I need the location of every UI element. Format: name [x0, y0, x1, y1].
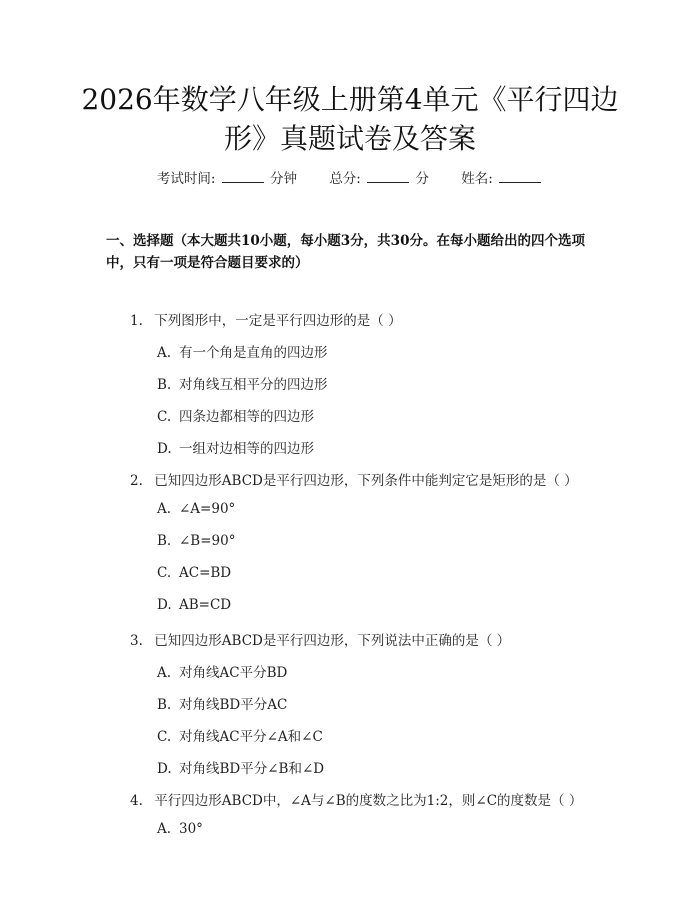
question-3-option-c: [157, 725, 323, 745]
option-text: 对角线BD平分∠B和∠D: [179, 761, 325, 777]
question-3-option-d: [157, 757, 324, 777]
name-blank: [499, 170, 541, 183]
total-score-unit: 分: [415, 171, 429, 187]
option-letter: D.: [157, 761, 172, 777]
name-label: 姓名:: [461, 171, 493, 187]
option-letter: A.: [157, 501, 172, 517]
option-letter: B.: [157, 533, 172, 549]
option-text: 对角线BD平分AC: [179, 697, 288, 713]
exam-time-blank: [222, 170, 264, 183]
option-text: ∠B=90°: [179, 533, 236, 549]
total-score-blank: [367, 170, 409, 183]
option-text: 对角线AC平分∠A和∠C: [179, 729, 323, 745]
question-text: 已知四边形ABCD是平行四边形，下列说法中正确的是（ ）: [154, 633, 511, 649]
option-letter: B.: [157, 697, 172, 713]
option-letter: C.: [157, 409, 172, 425]
question-2-option-c: [157, 565, 231, 581]
question-1-option-a: [157, 341, 328, 361]
question-1-option-c: [157, 405, 314, 425]
option-letter: C.: [157, 729, 172, 745]
question-4-option-a: [157, 821, 203, 837]
option-text: 对角线AC平分BD: [179, 665, 288, 681]
name-field: [461, 167, 543, 187]
question-number: 4.: [130, 793, 143, 809]
option-letter: D.: [157, 597, 172, 613]
option-text: 对角线互相平分的四边形: [179, 377, 328, 393]
question-3: [130, 629, 510, 649]
option-letter: C.: [157, 565, 172, 581]
option-letter: A.: [157, 665, 172, 681]
exam-title-line-2: 形》真题试卷及答案: [223, 122, 476, 155]
option-letter: D.: [157, 441, 172, 457]
option-letter: A.: [157, 345, 172, 361]
option-text: 有一个角是直角的四边形: [179, 345, 328, 361]
question-3-option-b: [157, 693, 287, 713]
option-text: ∠A=90°: [179, 501, 236, 517]
question-text: 平行四边形ABCD中，∠A与∠B的度数之比为1:2，则∠C的度数是（ ）: [154, 793, 583, 809]
option-text: AC=BD: [179, 565, 232, 581]
question-4: [130, 789, 582, 809]
question-text: 已知四边形ABCD是平行四边形，下列条件中能判定它是矩形的是（ ）: [154, 473, 578, 489]
exam-time-unit: 分钟: [270, 171, 298, 187]
question-number: 3.: [130, 633, 143, 649]
option-text: AB=CD: [179, 597, 232, 613]
question-2-option-a: [157, 501, 235, 517]
section-heading: 一、选择题（本大题共10小题，每小题3分，共30分。在每小题给出的四个选项中，只有一项是符合题目要求的）: [106, 233, 585, 271]
option-letter: B.: [157, 377, 172, 393]
question-2-option-d: [157, 597, 231, 613]
option-text: 一组对边相等的四边形: [179, 441, 314, 457]
question-1: [130, 309, 402, 329]
question-2: [130, 469, 578, 489]
question-1-option-b: [157, 373, 328, 393]
exam-time-field: [157, 167, 297, 187]
exam-info-row: [0, 167, 700, 187]
exam-time-label: 考试时间:: [156, 171, 216, 187]
total-score-label: 总分:: [329, 171, 361, 187]
question-number: 1.: [130, 313, 143, 329]
option-letter: A.: [157, 821, 172, 837]
question-text: 下列图形中，一定是平行四边形的是（ ）: [154, 313, 402, 329]
total-score-field: [329, 167, 429, 187]
option-text: 四条边都相等的四边形: [179, 409, 314, 425]
question-number: 2.: [130, 473, 143, 489]
question-1-option-d: [157, 437, 314, 457]
question-3-option-a: [157, 661, 287, 681]
exam-title-line-1: 2026年数学八年级上册第4单元《平行四边: [81, 83, 619, 116]
question-2-option-b: [157, 533, 235, 549]
option-text: 30°: [179, 821, 203, 837]
